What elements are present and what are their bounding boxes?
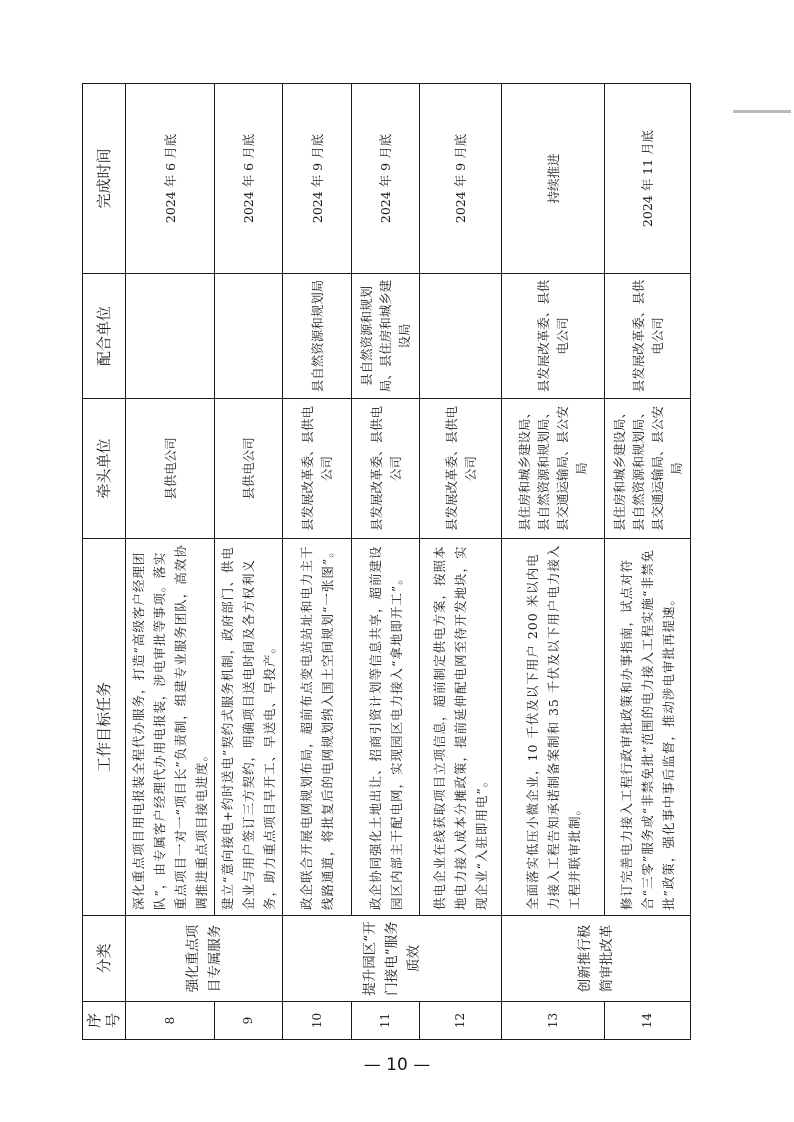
category-cell: 创新推行极简审批改革 [502, 916, 691, 1002]
task-cell: 供电企业在线获取项目立项信息，超前制定供电方案，按照本地电力接入成本分摊政策，提前延伸配电网至待开发地块，实现企业“入驻即用电”。 [420, 539, 502, 916]
support-unit-cell: 县自然资源和规划局、县住房和城乡建设局 [352, 274, 420, 399]
table-row [502, 84, 605, 1040]
task-cell: 政企联合开展电网规划布局，超前布点变电站站址和电力主干线路通道，将批复后的电网规划纳入国土空间规划“一张图”。 [283, 539, 352, 916]
binding-mark [733, 110, 791, 113]
table-row [126, 84, 215, 1040]
support-unit-cell [126, 274, 215, 399]
lead-unit-cell: 县发展改革委、县供电公司 [420, 399, 502, 539]
row-seq: 10 [283, 1002, 352, 1040]
deadline-cell: 2024 年 6 月底 [126, 84, 215, 274]
header-support-unit: 配合单位 [83, 274, 126, 399]
deadline-cell: 2024 年 11 月底 [605, 84, 691, 274]
lead-unit-cell: 县供电公司 [215, 399, 283, 539]
lead-unit-cell: 县住房和城乡建设局、县自然资源和规划局、县交通运输局、县公安局 [605, 399, 691, 539]
task-cell: 建立“意向接电+约时送电”契约式服务机制，政府部门、供电企业与用户签订三方契约，明确项目送电时间及各方权利义务，助力重点项目早开工、早送电、早投产。 [215, 539, 283, 916]
deadline-cell: 2024 年 6 月底 [215, 84, 283, 274]
row-seq: 9 [215, 1002, 283, 1040]
deadline-cell: 持续推进 [502, 84, 605, 274]
task-cell: 全面落实低压小微企业，10 千伏及以下用户 200 米以内电力接入工程告知承诺制备案制和 35 千伏及以下用户电力接入工程并联审批制。 [502, 539, 605, 916]
lead-unit-cell: 县住房和城乡建设局、县自然资源和规划局、县交通运输局、县公安局 [502, 399, 605, 539]
table-row [605, 84, 691, 1040]
row-seq: 14 [605, 1002, 691, 1040]
lead-unit-cell: 县发展改革委、县供电公司 [283, 399, 352, 539]
row-seq: 8 [126, 1002, 215, 1040]
header-lead-unit: 牵头单位 [83, 399, 126, 539]
header-task: 工作目标任务 [83, 539, 126, 916]
task-cell: 修订完善电力接入工程行政审批政策和办事指南，试点对符合“三零”服务或“非禁免批”范围的电力接入工程实施“非禁免批”政策，强化事中事后监督，推动涉电审批再提速。 [605, 539, 691, 916]
table-row [215, 84, 283, 1040]
table-header-row [83, 84, 126, 1040]
header-seq: 序号 [83, 1002, 126, 1040]
table-row [283, 84, 352, 1040]
deadline-cell: 2024 年 9 月底 [420, 84, 502, 274]
header-category: 分类 [83, 916, 126, 1002]
support-unit-cell [215, 274, 283, 399]
support-unit-cell: 县发展改革委、县供电公司 [502, 274, 605, 399]
table-row [352, 84, 420, 1040]
row-seq: 12 [420, 1002, 502, 1040]
support-unit-cell: 县发展改革委、县供电公司 [605, 274, 691, 399]
row-seq: 13 [502, 1002, 605, 1040]
task-cell: 政企协同强化土地出让、招商引资计划等信息共享，超前建设园区内部主干配电网，实现园区电力接入“拿地即开工”。 [352, 539, 420, 916]
deadline-cell: 2024 年 9 月底 [352, 84, 420, 274]
table-row [420, 84, 502, 1040]
deadline-cell: 2024 年 9 月底 [283, 84, 352, 274]
row-seq: 11 [352, 1002, 420, 1040]
category-cell: 强化重点项目专属服务 [126, 916, 283, 1002]
lead-unit-cell: 县供电公司 [126, 399, 215, 539]
category-cell: 提升园区“开门接电”服务质效 [283, 916, 502, 1002]
support-unit-cell [420, 274, 502, 399]
rotated-table-container [82, 84, 684, 1040]
support-unit-cell: 县自然资源和规划局 [283, 274, 352, 399]
lead-unit-cell: 县发展改革委、县供电公司 [352, 399, 420, 539]
page-number: — 10 — [363, 1055, 431, 1075]
header-deadline: 完成时间 [83, 84, 126, 274]
work-plan-table [82, 83, 691, 1040]
task-cell: 深化重点项目用电报装全程代办服务，打造“高级客户经理团队”，由专属客户经理代办用电报装，涉电审批等事项。落实重点项目一对一“项目长”负责制，组建专业服务团队，高效协调推进重点项目接电进度。 [126, 539, 215, 916]
